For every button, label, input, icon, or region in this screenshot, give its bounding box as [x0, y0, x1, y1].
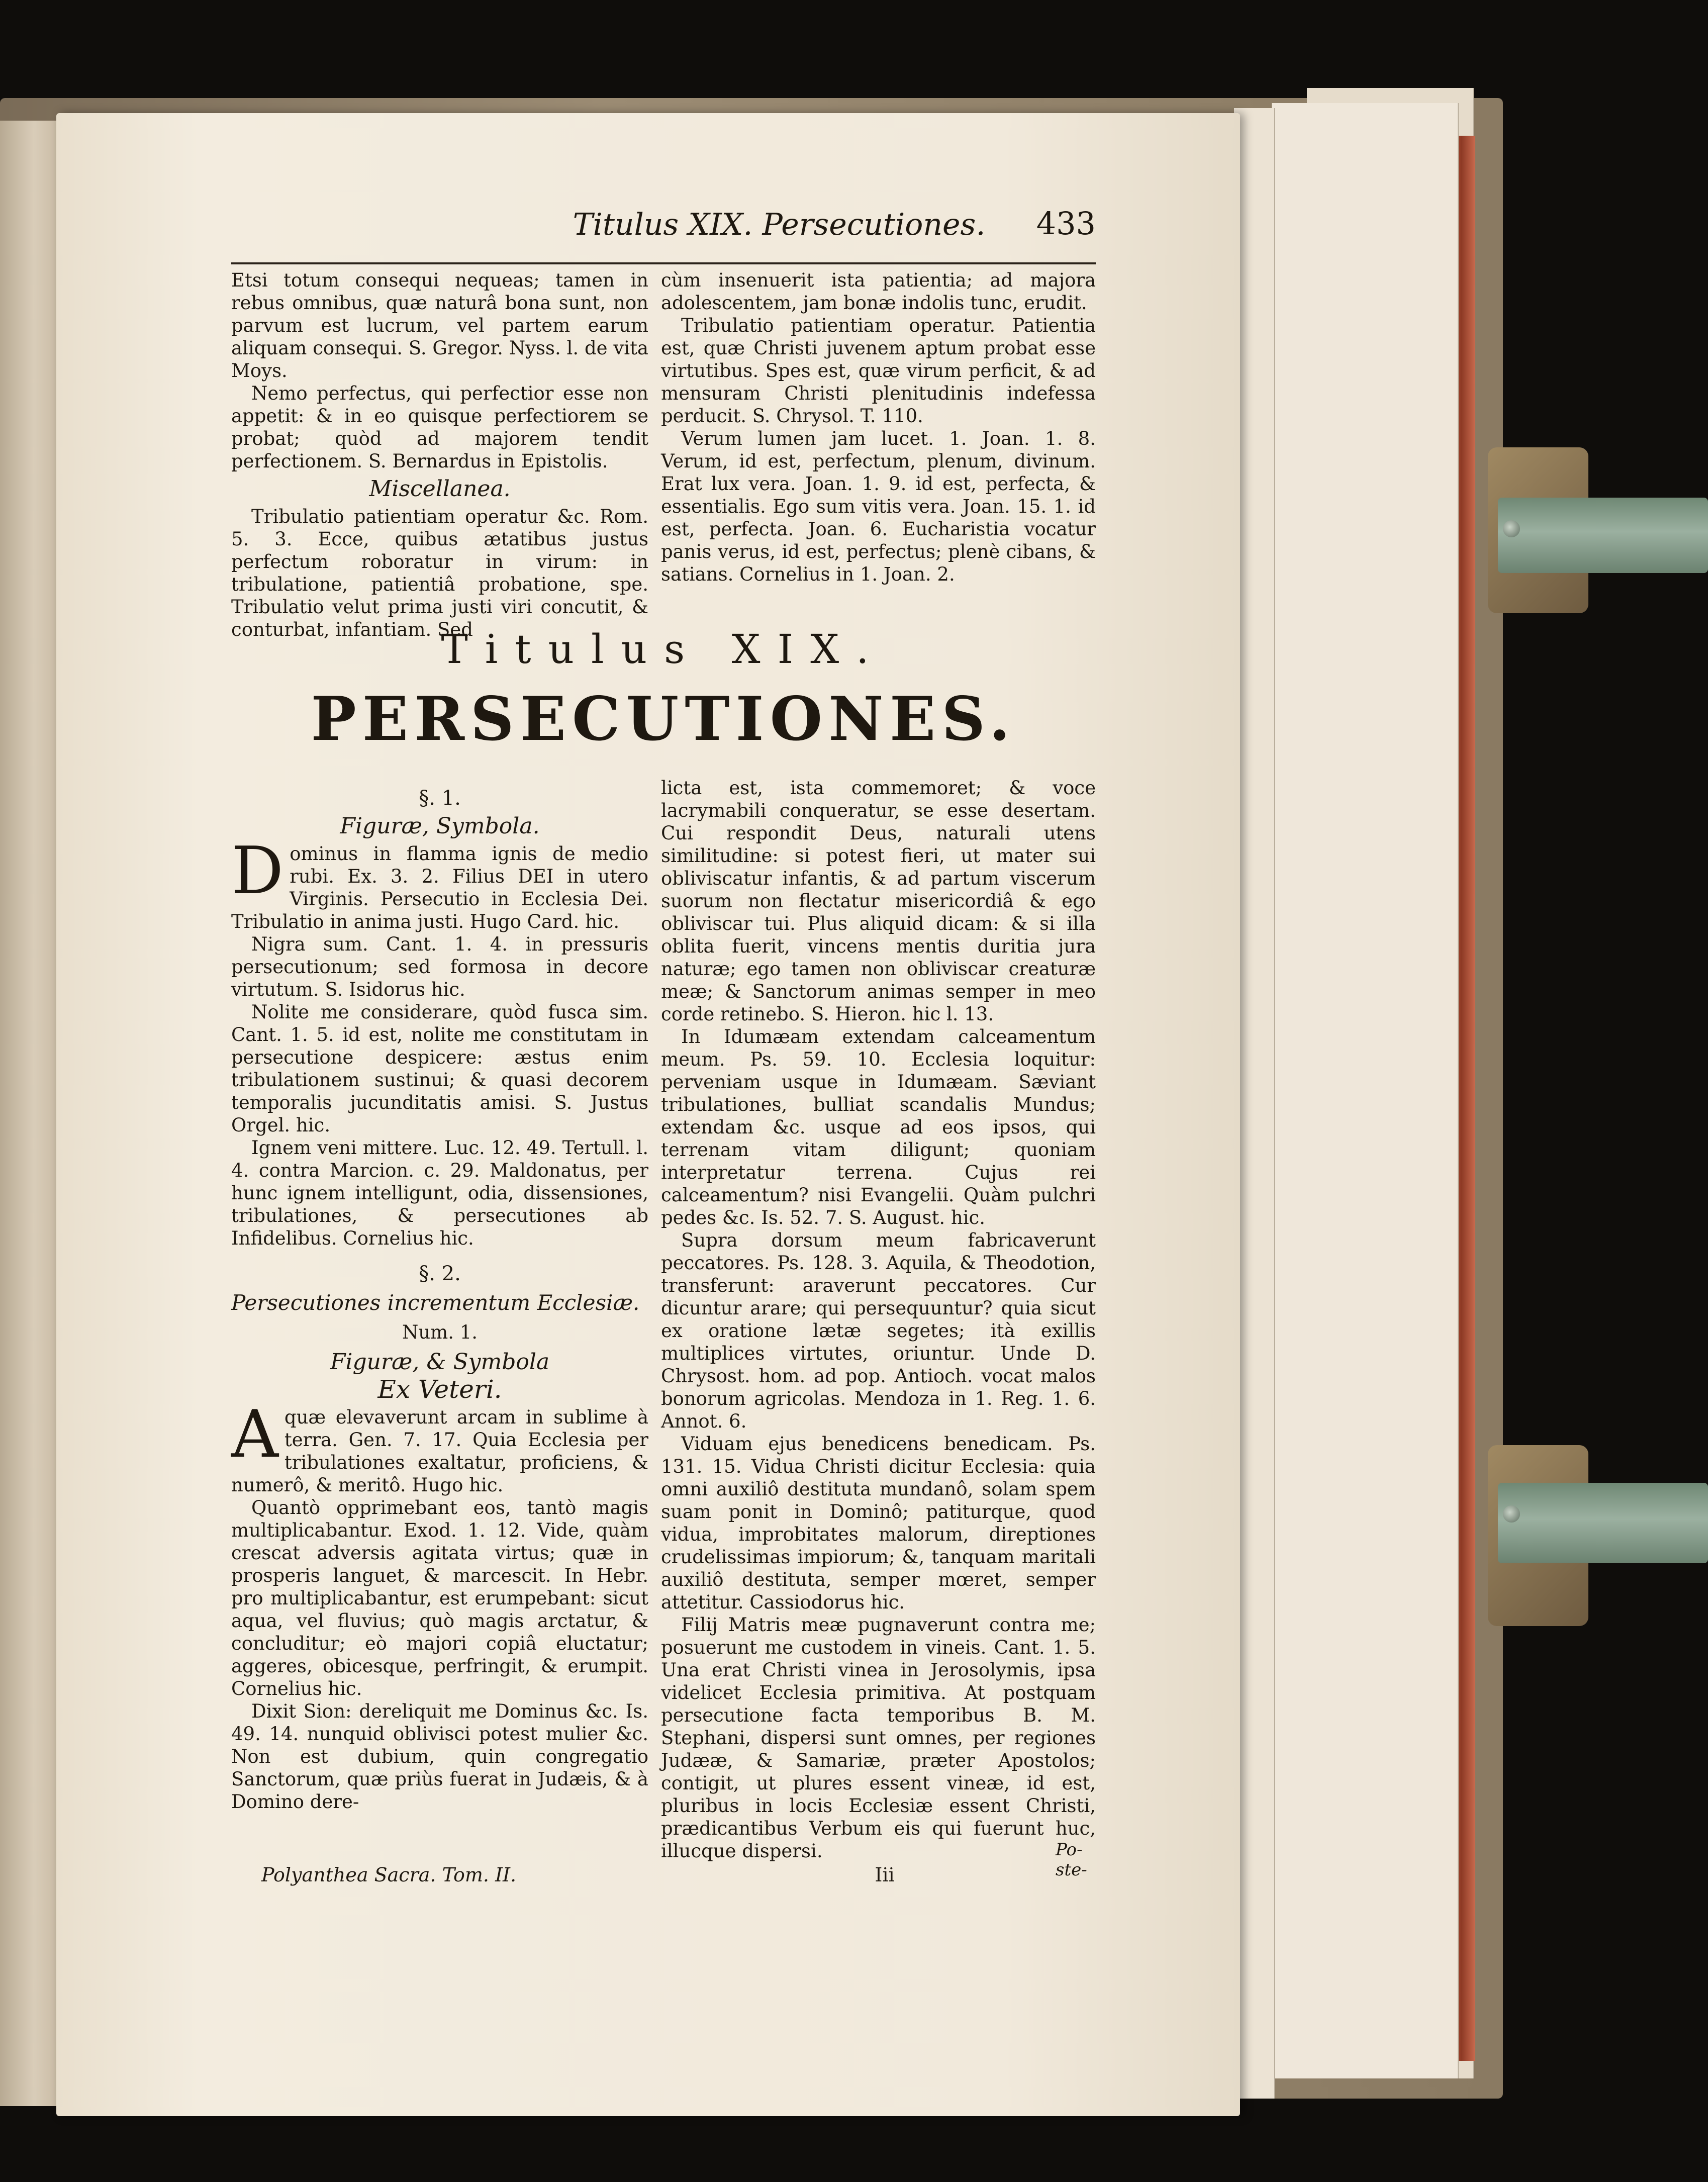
signature-mark: Iii	[875, 1864, 895, 1886]
top-left-column	[231, 269, 648, 641]
title-small: Titulus XIX.	[441, 626, 886, 673]
page-stack-middle	[1272, 103, 1459, 2078]
catchword: Po- ste-	[1056, 1840, 1087, 1880]
main-right-column	[661, 777, 1096, 1862]
paragraph-dropcap: Aquæ elevaverunt arcam in sublime à terra. Gen. 7. 17. Quia Ecclesia per tribulationes exaltatur, proficiens, & numerô, & meritô. Hugo hic.	[231, 1396, 648, 1496]
paragraph: Viduam ejus benedicens benedicam. Ps. 131. 15. Vidua Christi dicitur Ecclesia: quia omni auxiliô destituta mundanô, solam spem suam ponit in Dominô; patiturque, quod vidua, improbitates malorum, direptiones crudelissimas impiorum; &, tanquam maritali auxiliô destituta, semper mœret, semper attetitur. Cassiodorus hic.	[661, 1433, 1096, 1613]
paragraph: Verum lumen jam lucet. 1. Joan. 1. 8. Verum, id est, perfectum, plenum, divinum. Erat lux vera. Joan. 1. 9. id est, perfecta, & essentialis. Ego sum vitis vera. Joan. 15. 1. id est, perfecta. Joan. 6. Eucharistia vocatur panis verus, id est, perfectus; plenè cibans, & satians. Cornelius in 1. Joan. 2.	[661, 428, 1096, 585]
section-heading: Figuræ, Symbola.	[340, 813, 540, 839]
symbol-heading: Figuræ, & Symbola	[330, 1349, 550, 1375]
paragraph: Dixit Sion: dereliquit me Dominus &c. Is. 49. 14. nunquid oblivisci potest mulier &c. Non est dubium, quin congregatio Sanctorum, quæ priùs fuerat in Judæis, & à Domino dere-	[231, 1700, 648, 1813]
paragraph: Quantò opprimebant eos, tantò magis multiplicabantur. Exod. 1. 12. Vide, quàm crescat adversis agitata virtus; quæ in prosperis languet, & marcescit. In Hebr. pro multiplicabantur, est erumpebant: sicut aqua, vel fluvius; quò magis arctatur, & concluditur; eò majori copiâ eluctatur; aggeres, obicesque, perfringit, & erumpit. Cornelius hic.	[231, 1497, 648, 1699]
number-heading: Num. 1.	[402, 1321, 478, 1343]
section-heading: Persecutiones incrementum Ecclesiæ.	[231, 1290, 640, 1315]
paragraph: Nemo perfectus, qui perfectior esse non appetit: & in eo quisque perfectiorem se probat; quòd ad majorem tendit perfectionem. S. Bernardus in Epistolis.	[231, 383, 648, 472]
paragraph: Etsi totum consequi nequeas; tamen in rebus omnibus, quæ naturâ bona sunt, non parvum est lucrum, vel partem earum aliquam consequi. S. Gregor. Nyss. l. de vita Moys.	[231, 269, 648, 382]
section-number: §. 1.	[419, 787, 461, 810]
paragraph: Nolite me considerare, quòd fusca sim. Cant. 1. 5. id est, nolite me constitutam in persecutione despicere: æstus enim tribulationem sustinui; & quasi decorem temporalis jucunditatis amisi. S. Justus Orgel. hic.	[231, 1001, 648, 1136]
paragraph: In Idumæam extendam calceamentum meum. Ps. 59. 10. Ecclesia loquitur: perveniam usque in Idumæam. Sæviant tribulationes, bulliat scandalis Mundus; extendam &c. usque ad eos ipsos, qui terrenam vitam diligunt; quoniam interpretatur terrena. Cujus rei calceamentum? nisi Evangelii. Quàm pulchri pedes &c. Is. 52. 7. S. August. hic.	[661, 1026, 1096, 1228]
paragraph: Tribulatio patientiam operatur &c. Rom. 5. 3. Ecce, quibus ætatibus justus perfectum roboratur in virum: in tribulatione, patientiâ probatione, spe. Tribulatio velut prima justi viri concutit, & conturbat, infantiam. Sed	[231, 506, 648, 640]
running-head: Titulus XIX. Persecutiones.	[573, 207, 986, 242]
page-number: 433	[1036, 205, 1096, 242]
top-right-column	[661, 269, 1096, 586]
paragraph: Tribulatio patientiam operatur. Patientia est, quæ Christi juvenem aptum probat esse virtutibus. Spes est, quæ virum perficit, & ad mensuram Christi plenitudinis indefessa perducit. S. Chrysol. T. 110.	[661, 315, 1096, 427]
section-number: §. 2.	[419, 1262, 461, 1285]
title-big: PERSECUTIONES.	[311, 684, 1016, 754]
clasp-upper-strap	[1498, 498, 1708, 573]
header-rule	[231, 262, 1096, 264]
ex-veteri-heading: Ex Veteri.	[377, 1375, 502, 1404]
clasp-lower-strap	[1498, 1483, 1708, 1563]
main-left-column	[231, 774, 648, 1813]
paragraph: licta est, ista commemoret; & voce lacrymabili conqueratur, se esse desertam. Cui respondit Deus, naturali utens similitudine: si potest fieri, ut mater sui obliviscatur infantis, & ad partum viscerum suorum non flectatur misericordiâ & ego obliviscar tui. Plus aliquid dicam: & si illa oblita fuerit, vincens mentis duritia jura naturæ; ego tamen non obliviscar creaturæ meæ; & Sanctorum animas semper in meo corde retinebo. S. Hieron. hic l. 13.	[661, 777, 1096, 1025]
paragraph: Supra dorsum meum fabricaverunt peccatores. Ps. 128. 3. Aquila, & Theodotion, transferunt: araverunt peccatores. Cur dicuntur arare; qui persequuntur? quia sicut ex oratione lætæ segetes; ità exillis multiplices virtutes, oriuntur. Unde D. Chrysost. hom. ad pop. Antioch. vocat malos bonorum agricolas. Mendoza in 1. Reg. 1. 6. Annot. 6.	[661, 1229, 1096, 1432]
subheading: Miscellanea.	[369, 476, 511, 502]
paragraph: Ignem veni mittere. Luc. 12. 49. Tertull. l. 4. contra Marcion. c. 29. Maldonatus, per hunc ignem intelligunt, odia, dissensiones, tribulationes, & persecutiones ab Infidelibus. Cornelius hic.	[231, 1137, 648, 1249]
paragraph: cùm insenuerit ista patientia; ad majora adolescentem, jam bonæ indolis tunc, erudit.	[661, 269, 1096, 314]
clasp-lower-rivet	[1503, 1505, 1520, 1523]
paragraph: Nigra sum. Cant. 1. 4. in pressuris persecutionum; sed formosa in decore virtutum. S. Isidorus hic.	[231, 933, 648, 1000]
clasp-upper-rivet	[1503, 520, 1520, 537]
page-stack-front	[1234, 108, 1275, 2099]
paragraph: Filij Matris meæ pugnaverunt contra me; posuerunt me custodem in vineis. Cant. 1. 5. Una erat Christi vinea in Jerosolymis, ipsa videlicet Ecclesia primitiva. At postquam persecutione facta temporibus B. M. Stephani, dispersi sunt omnes, per regiones Judææ, & Samariæ, præter Apostolos; contigit, ut plures essent vineæ, id est, pluribus in locis Ecclesiæ essent Christi, prædicantibus Verbum eis qui fuerunt huc, illucque dispersi.	[661, 1614, 1096, 1862]
paragraph-dropcap: Dominus in flamma ignis de medio rubi. Ex. 3. 2. Filius DEI in utero Virginis. Persecutio in Ecclesia Dei. Tribulatio in anima justi. Hugo Card. hic.	[231, 832, 648, 932]
footer-title: Polyanthea Sacra. Tom. II.	[261, 1864, 517, 1886]
